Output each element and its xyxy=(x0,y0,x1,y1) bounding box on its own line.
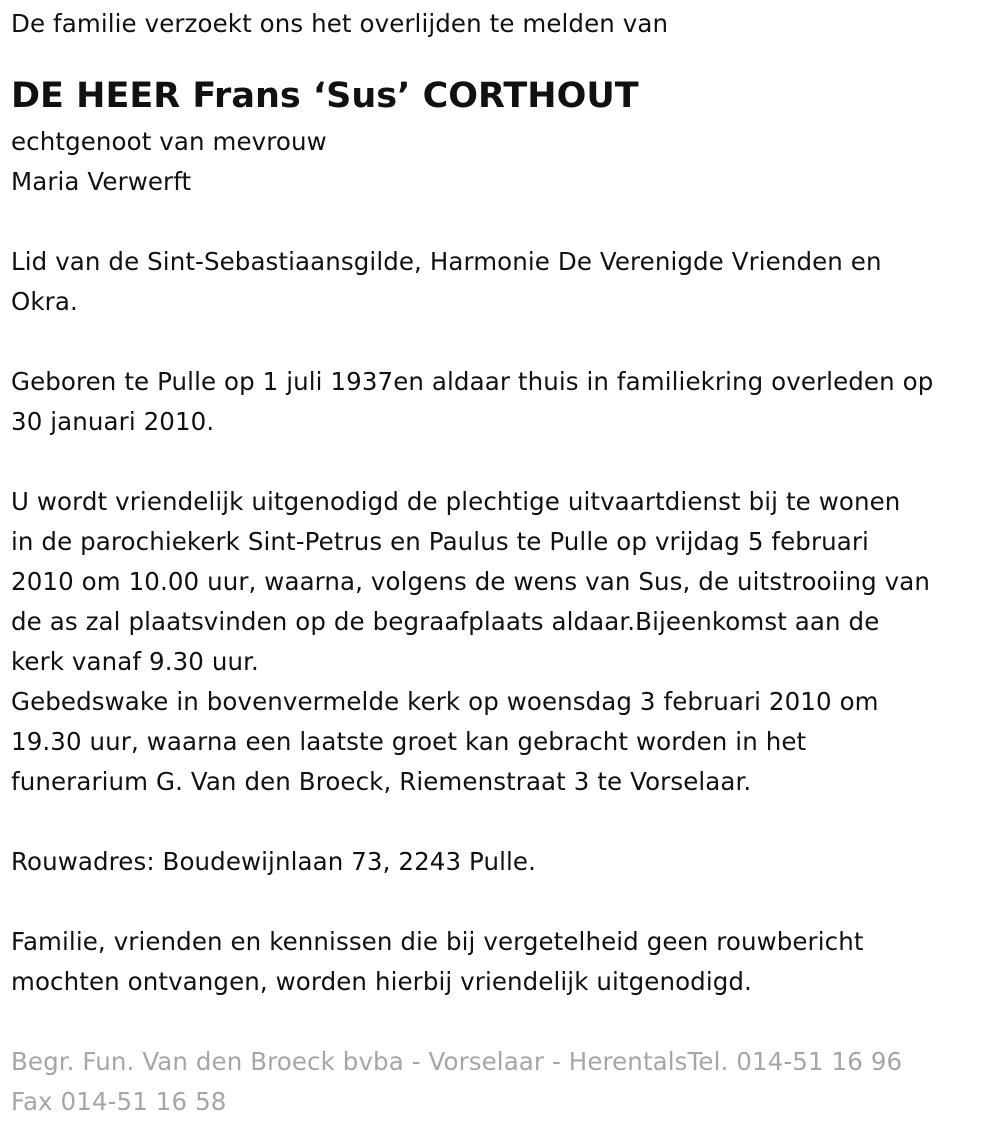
funeral-line: U wordt vriendelijk uitgenodigd de plechtige uitvaartdienst bij te wonen xyxy=(11,487,901,516)
funeral-line: de as zal plaatsvinden op de begraafplaats aldaar.Bijeenkomst aan de xyxy=(11,607,880,636)
membership-paragraph xyxy=(11,242,995,322)
funeral-line: kerk vanaf 9.30 uur. xyxy=(11,647,259,676)
spacer xyxy=(11,322,995,362)
spouse-name: Maria Verwerft xyxy=(11,167,192,196)
funeral-home-fax: Fax 014-51 16 58 xyxy=(11,1087,227,1116)
vigil-line: funerarium G. Van den Broeck, Riemenstraat 3 te Vorselaar. xyxy=(11,767,752,796)
birth-death-line-2: 30 januari 2010. xyxy=(11,407,215,436)
vigil-line: 19.30 uur, waarna een laatste groet kan gebracht worden in het xyxy=(11,727,807,756)
spacer xyxy=(11,802,995,842)
spacer xyxy=(11,442,995,482)
invitation-paragraph xyxy=(11,922,995,1002)
funeral-line: 2010 om 10.00 uur, waarna, volgens de wens van Sus, de uitstrooiing van xyxy=(11,567,930,596)
funeral-home-footer xyxy=(11,1042,995,1122)
invitation-line-2: mochten ontvangen, worden hierbij vriendelijk uitgenodigd. xyxy=(11,967,752,996)
spacer xyxy=(11,882,995,922)
vigil-paragraph xyxy=(11,682,995,802)
mourning-address: Rouwadres: Boudewijnlaan 73, 2243 Pulle. xyxy=(11,847,536,876)
funeral-line: in de parochiekerk Sint-Petrus en Paulus te Pulle op vrijdag 5 februari xyxy=(11,527,869,556)
spouse-block xyxy=(11,122,995,202)
funeral-home-contact: Begr. Fun. Van den Broeck bvba - Vorselaar - HerentalsTel. 014-51 16 96 xyxy=(11,1047,903,1076)
birth-death-line-1: Geboren te Pulle op 1 juli 1937en aldaar thuis in familiekring overleden op xyxy=(11,367,934,396)
birth-death-paragraph xyxy=(11,362,995,442)
spacer xyxy=(11,202,995,242)
spacer xyxy=(11,1002,995,1042)
membership-line-1: Lid van de Sint-Sebastiaansgilde, Harmonie De Verenigde Vrienden en xyxy=(11,247,882,276)
vigil-line: Gebedswake in bovenvermelde kerk op woensdag 3 februari 2010 om xyxy=(11,687,879,716)
spouse-line-1: echtgenoot van mevrouw xyxy=(11,127,327,156)
membership-line-2: Okra. xyxy=(11,287,78,316)
invitation-line-1: Familie, vrienden en kennissen die bij vergetelheid geen rouwbericht xyxy=(11,927,864,956)
funeral-paragraph xyxy=(11,482,995,682)
intro-text: De familie verzoekt ons het overlijden te melden van xyxy=(11,9,669,38)
deceased-name: DE HEER Frans ‘Sus’ CORTHOUT xyxy=(11,76,639,116)
obituary-notice xyxy=(11,4,995,1122)
